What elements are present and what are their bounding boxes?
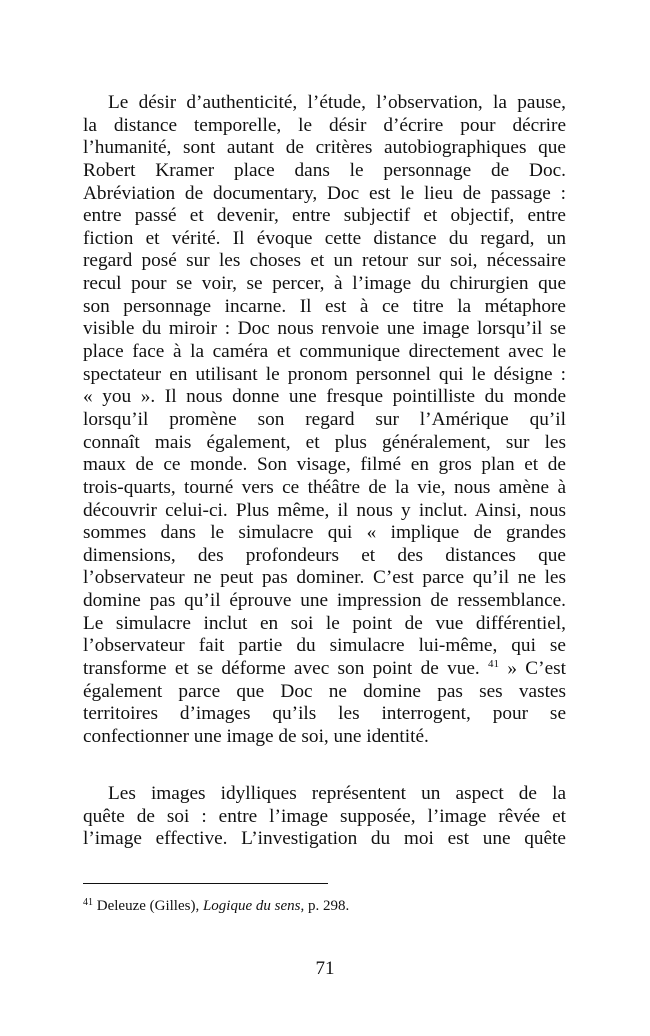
line-text: l’observateur ne peut pas dominer. C’est parce qu’il ne les [83, 567, 566, 589]
line-text: quête de soi : entre l’image supposée, l’image rêvée et [83, 805, 566, 827]
line-text: Le désir d’authenticité, l’étude, l’observation, la pause, [108, 92, 566, 113]
footnote-number: 41 [83, 897, 93, 908]
text-line [83, 726, 566, 749]
text-line [83, 341, 566, 364]
line-text: recul pour se voir, se percer, à l’image du chirurgien que [83, 273, 566, 295]
text-line [83, 545, 566, 568]
text-line [83, 500, 566, 523]
line-text: connaît mais également, et plus généralement, sur les [83, 431, 566, 453]
text-line [83, 183, 566, 206]
line-text: territoires d’images qu’ils les interrogent, pour se [83, 703, 566, 725]
text-line [83, 806, 566, 829]
text-line [83, 590, 566, 613]
text-line [83, 828, 566, 851]
text-line [83, 115, 566, 138]
line-text: la distance temporelle, le désir d’écrire pour décrire [83, 114, 566, 136]
line-text: transforme et se déforme avec son point de vue. [83, 658, 480, 680]
line-text: « you ». Il nous donne une fresque pointilliste du monde [83, 386, 566, 408]
body-paragraph-2 [83, 783, 566, 851]
text-line [83, 250, 566, 273]
footnote-title: Logique du sens [202, 898, 301, 914]
text-line [83, 228, 566, 251]
line-text: Abréviation de documentary, Doc est le lieu de passage : [83, 182, 566, 204]
text-line [83, 522, 566, 545]
page-number: 71 [315, 958, 335, 979]
line-text: également parce que Doc ne domine pas ses vastes [83, 680, 566, 702]
text-line [83, 205, 566, 228]
footnote-reference[interactable]: 41 [488, 658, 500, 671]
text-line [83, 681, 566, 704]
text-line [83, 477, 566, 500]
line-text: sommes dans le simulacre qui « implique de grandes [83, 522, 566, 544]
text-line [83, 386, 566, 409]
line-text: confectionner une image de soi, une identité. [83, 725, 429, 747]
line-text: Les images idylliques représentent un aspect de la [108, 783, 566, 804]
body-paragraph-1 [83, 92, 566, 749]
line-text: Robert Kramer place dans le personnage de Doc. [83, 159, 566, 181]
line-text: l’humanité, sont autant de critères autobiographiques que [83, 137, 566, 159]
line-text: l’image effective. L’investigation du moi est une quête [83, 828, 566, 850]
line-text: Le simulacre inclut en soi le point de vue différentiel, [83, 612, 566, 634]
line-text-after: » C’est [507, 658, 567, 680]
text-line [83, 273, 566, 296]
text-line [83, 432, 566, 455]
line-text: son personnage incarne. Il est à ce titre la métaphore [83, 295, 566, 317]
text-line [83, 296, 566, 319]
text-line [83, 160, 566, 183]
line-text: visible du miroir : Doc nous renvoie une image lorsqu’il se [83, 318, 566, 340]
text-line [83, 409, 566, 432]
line-text: spectateur en utilisant le pronom personnel qui le désigne : [83, 363, 566, 385]
line-text: domine pas qu’il éprouve une impression de ressemblance. [83, 590, 566, 612]
footnote-separator [83, 883, 328, 884]
text-line [83, 137, 566, 160]
line-text: dimensions, des profondeurs et des distances que [83, 544, 566, 566]
line-text: fiction et vérité. Il évoque cette distance du regard, un [83, 227, 566, 249]
text-line [83, 318, 566, 341]
line-text: place face à la caméra et communique directement avec le [83, 341, 566, 363]
text-line [83, 783, 566, 806]
line-text: maux de ce monde. Son visage, filmé en gros plan et de [83, 454, 566, 476]
line-text: lorsqu’il promène son regard sur l’Amérique qu’il [83, 408, 566, 430]
footnote-rest: , p. 298. [300, 898, 350, 914]
line-text: découvrir celui-ci. Plus même, il nous y inclut. Ainsi, nous [83, 499, 566, 521]
text-line [83, 703, 566, 726]
text-line [83, 364, 566, 387]
line-text: entre passé et devenir, entre subjectif et objectif, entre [83, 205, 566, 227]
footnote-author: Deleuze (Gilles), [96, 898, 200, 914]
text-line [83, 613, 566, 636]
line-text: l’observateur fait partie du simulacre lui-même, qui se [83, 635, 566, 657]
line-text: regard posé sur les choses et un retour sur soi, nécessaire [83, 250, 566, 272]
text-line [83, 658, 566, 681]
text-line [83, 92, 566, 115]
text-line [83, 635, 566, 658]
text-line [83, 567, 566, 590]
text-line [83, 454, 566, 477]
footnote [83, 897, 349, 915]
line-text: trois-quarts, tourné vers ce théâtre de la vie, nous amène à [83, 476, 566, 498]
